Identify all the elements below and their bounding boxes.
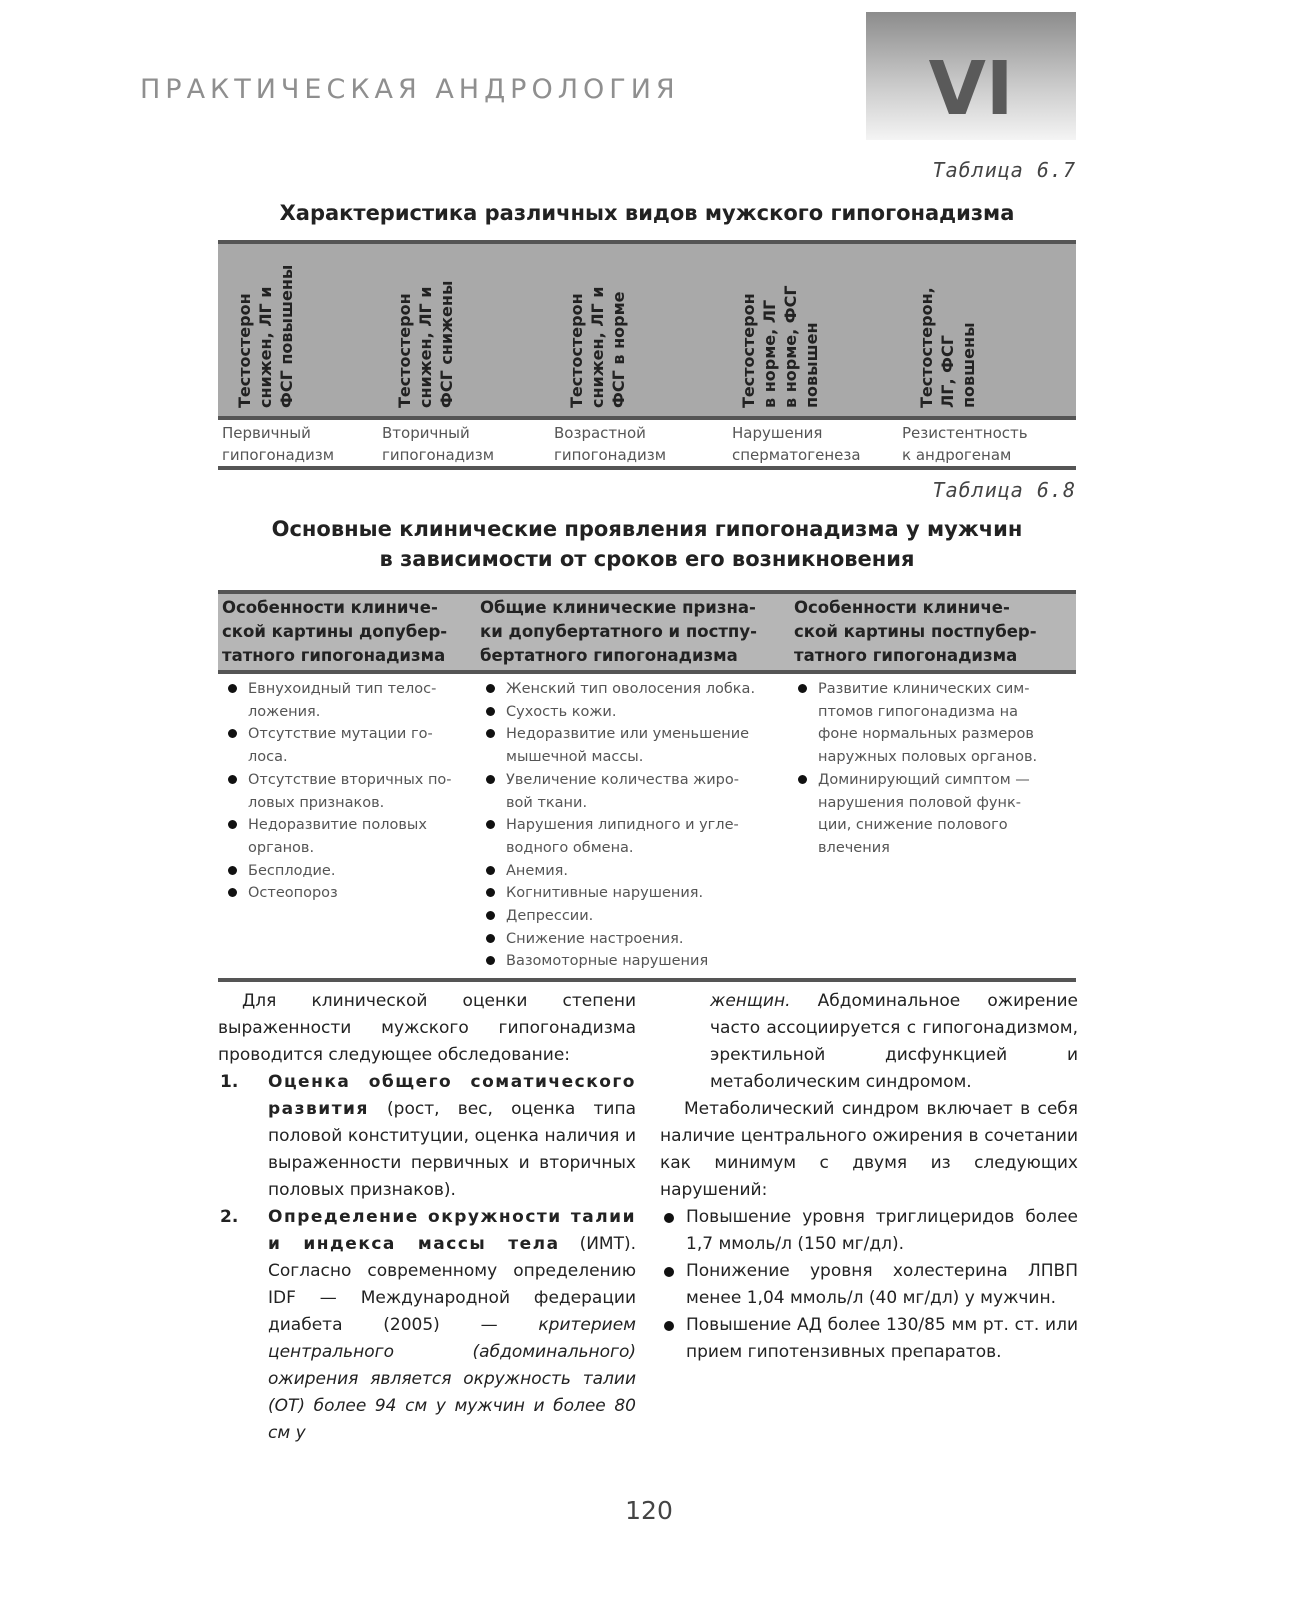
list-item: Бесплодие. [222,860,474,883]
body-column-right [660,988,1078,1366]
table-cell: Резистентность к андрогенам [902,424,1028,464]
table-column-prepubertal [218,678,476,978]
page-number: 120 [625,1496,673,1525]
list-item: Когнитивные нарушения. [480,882,786,905]
list-item: Депрессии. [480,905,786,928]
numbered-item [218,1204,636,1447]
paragraph: Метаболический синдром включает в себя наличие центрального ожирения в сочетании как минимум с двумя из следующих нарушений: [660,1099,1078,1200]
numbered-item [218,1069,636,1204]
item-text: (ИМТ). Согласно современному определению IDF — Международной федерации диабета (2005) — [268,1234,637,1335]
body-column-left [218,988,636,1447]
table-header-cell: Тестостерон снижен, ЛГ и ФСГ снижены [395,280,456,408]
table-6-7-row [218,420,1076,470]
table-6-8-title [218,514,1076,574]
list-item: Женский тип оволосения лобка. [480,678,786,701]
table-column-postpubertal [788,678,1066,978]
table-6-8-header [218,590,1076,674]
list-item: Увеличение количества жиро- вой ткани. [480,769,786,814]
item-text: (рост, вес, оценка типа половой конституции, оценка наличия и выраженности первичных и вторичных половых признаков). [268,1099,636,1200]
table-cell: Вторичный гипогонадизм [382,424,495,464]
list-item: Снижение настроения. [480,928,786,951]
list-item: Отсутствие мутации го- лоса. [222,723,474,768]
table-cell: Возрастной гипогонадизм [554,424,667,464]
item-number: 2. [220,1207,239,1227]
running-head: ПРАКТИЧЕСКАЯ АНДРОЛОГИЯ [140,74,680,105]
list-item: Остеопороз [222,882,474,905]
item-number: 1. [220,1072,239,1092]
item-italic-text: критерием центрального (абдоминального) ожирения является окружность талии (ОТ) более 94 см у мужчин и более 80 см у [268,1315,636,1443]
bullet-item: Повышение АД более 130/85 мм рт. ст. или прием гипотензивных препаратов. [660,1312,1078,1366]
table-6-8 [218,590,1076,982]
table-6-8-title-line: Основные клинические проявления гипогонадизма у мужчин [271,517,1023,541]
italic-text: женщин. [710,991,791,1011]
table-6-7 [218,240,1076,470]
list-item: Недоразвитие половых органов. [222,814,474,859]
table-6-7-title: Характеристика различных видов мужского гипогонадизма [279,201,1015,225]
list-item: Вазомоторные нарушения [480,950,786,973]
list-item: Нарушения липидного и угле- водного обмена. [480,814,786,859]
paragraph: Для клинической оценки степени выраженности мужского гипогонадизма проводится следующее обследование: [218,991,636,1065]
chapter-marker [866,12,1076,140]
table-header-cell: Тестостерон снижен, ЛГ и ФСГ повышены [235,264,296,408]
list-item: Недоразвитие или уменьшение мышечной массы. [480,723,786,768]
table-header-cell: Тестостерон снижен, ЛГ и ФСГ в норме [567,286,628,408]
table-cell: Первичный гипогонадизм [222,424,335,464]
list-item: Евнухоидный тип телос- ложения. [222,678,474,723]
chapter-number: VI [928,46,1014,132]
table-6-7-label: Таблица 6.7 [932,158,1076,182]
table-header-cell: Тестостерон в норме, ЛГ в норме, ФСГ повышен [739,285,821,408]
table-6-8-label: Таблица 6.8 [932,478,1076,502]
table-header-cell: Тестостерон, ЛГ, ФСГ повшены [917,287,978,408]
list-item: Анемия. [480,860,786,883]
table-header-cell: Особенности клиниче- ской картины допубер- татного гипогонадизма [222,598,448,665]
table-6-8-title-line: в зависимости от сроков его возникновения [379,547,915,571]
table-header-cell: Общие клинические призна- ки допубертатного и постпу- бертатного гипогонадизма [480,598,757,665]
list-item: Сухость кожи. [480,701,786,724]
table-header-cell: Особенности клиниче- ской картины постпубер- татного гипогонадизма [794,598,1037,665]
list-item: Отсутствие вторичных по- ловых признаков. [222,769,474,814]
item-heading: Оценка общего соматического развития [268,1072,636,1119]
continued-paragraph [660,988,1078,1096]
table-6-7-header [218,240,1076,420]
list-item: Доминирующий симптом — нарушения половой функ- ции, снижение полового влечения [792,769,1064,860]
table-cell: Нарушения сперматогенеза [732,424,861,464]
list-item: Развитие клинических сим- птомов гипогонадизма на фоне нормальных размеров наружных половых органов. [792,678,1064,769]
paragraph-text: Абдоминальное ожирение часто ассоциируется с гипогонадизмом, эректильной дисфункцией и метаболическим синдромом. [710,991,1078,1092]
table-6-8-row [218,674,1076,982]
item-heading: Определение окружности талии и индекса массы тела [268,1207,636,1254]
bullet-item: Повышение уровня триглицеридов более 1,7 ммоль/л (150 мг/дл). [660,1204,1078,1258]
bullet-item: Понижение уровня холестерина ЛПВП менее 1,04 ммоль/л (40 мг/дл) у мужчин. [660,1258,1078,1312]
table-column-common [476,678,788,978]
